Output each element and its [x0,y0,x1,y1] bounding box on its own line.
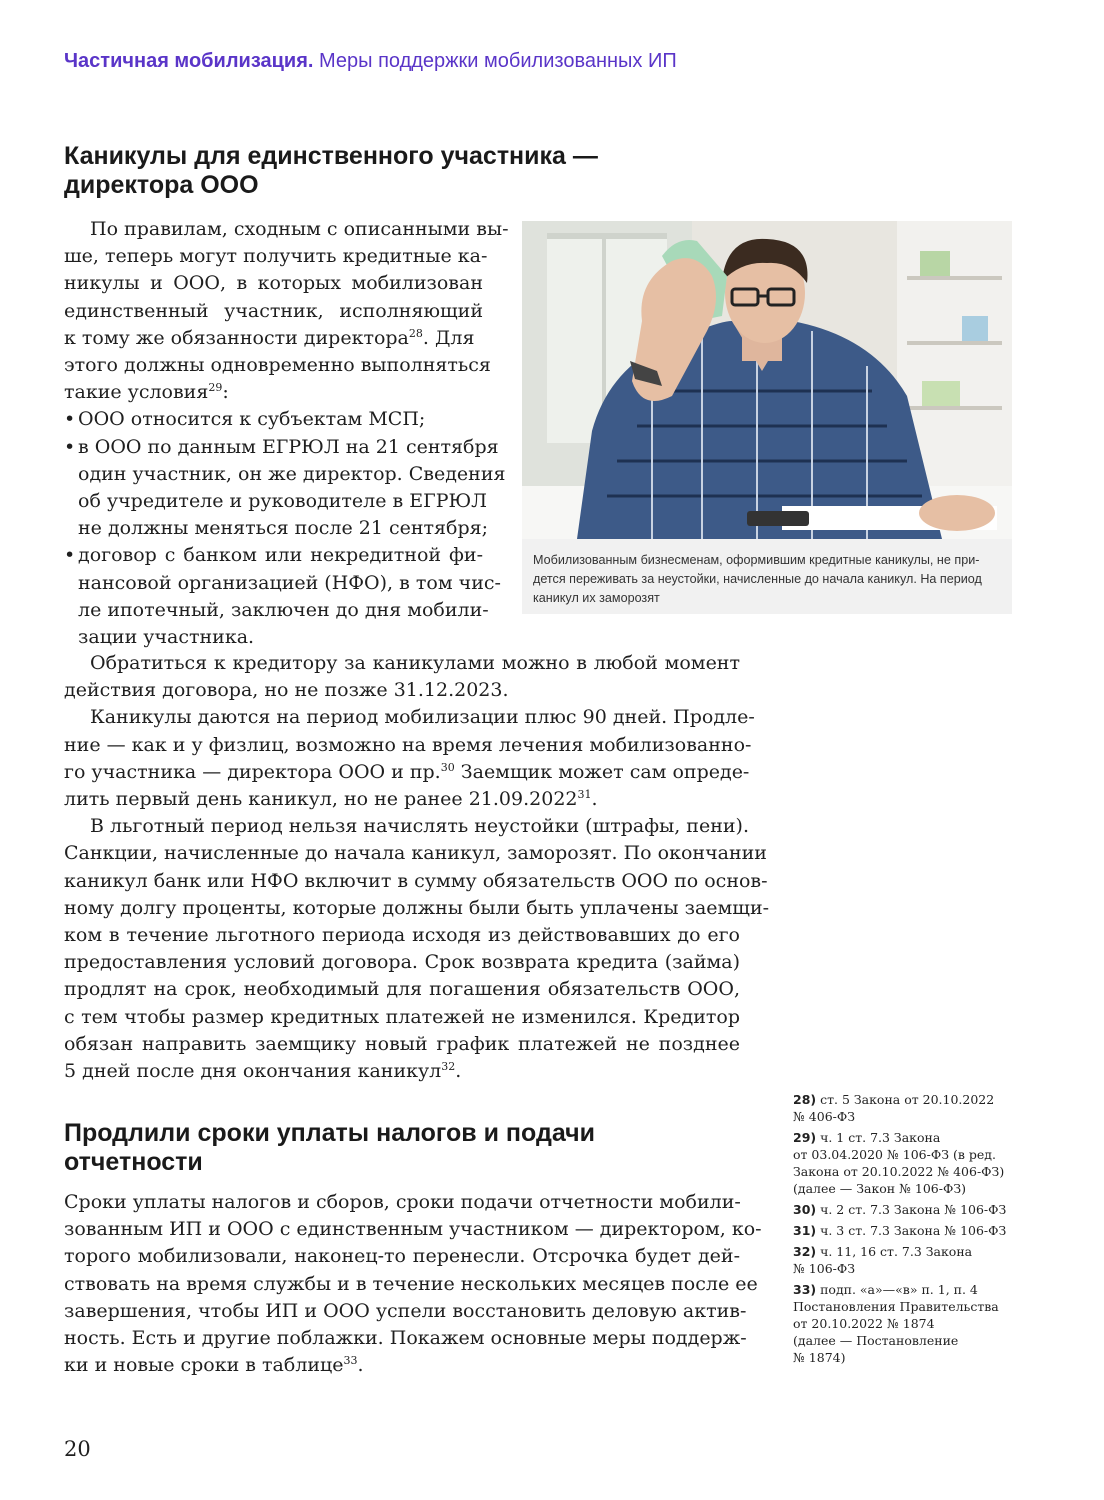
text-run: Заемщик может сам опреде- [454,760,750,783]
tax-text-column [64,1189,762,1379]
footnote-line: № 106-ФЗ [793,1261,856,1276]
footnote-text: ч. 2 ст. 7.3 Закона № 106-ФЗ [816,1202,1007,1217]
footnote-32 [793,1243,1033,1277]
text-line: ние — как и у физлиц, возможно на время лечения мобилизованно- [64,733,752,756]
text-line: с тем чтобы размер кредитных платежей не изменился. Кредитор [64,1005,740,1028]
footnotes [793,1091,1033,1370]
bullet-item: • в ООО по данным ЕГРЮЛ на 21 сентября [64,434,483,461]
text-run: . [357,1354,364,1377]
text-line: этого должны одновременно выполняться [64,354,491,377]
caption-line: Мобилизованным бизнесменам, оформившим кредитные каникулы, не при- [533,553,980,567]
footnote-line: (далее — Закон № 106-ФЗ) [793,1181,967,1196]
footnote-ref[interactable]: 30 [440,760,455,774]
text-line: Санкции, начисленные до начала каникул, заморозят. По окончании [64,842,767,865]
text-run: го участника — директора ООО и пр. [64,760,441,783]
running-head [64,50,677,73]
text-line: ность. Есть и другие поблажки. Покажем основные меры поддерж- [64,1327,747,1350]
text-line [64,1352,740,1379]
photo-caption [533,551,1005,608]
text-line [64,786,740,813]
bullet-item-continuation: не должны меняться после 21 сентября; [78,517,489,540]
footnote-line: Постановления Правительства [793,1299,999,1314]
text-run: ки и новые сроки в таблице [64,1354,344,1377]
footnote-text: ч. 11, 16 ст. 7.3 Закона [816,1244,973,1259]
main-text-column [64,650,770,1085]
footnote-28 [793,1091,1033,1125]
footnote-ref[interactable]: 32 [441,1060,456,1074]
photo-figure [522,221,1012,614]
caption-line: дется переживать за неустойки, начисленные до начала каникул. На период [533,572,982,586]
intro-paragraph-column [64,216,509,651]
bullet-item-continuation: зации участника. [78,626,255,649]
footnote-ref[interactable]: 31 [577,788,592,802]
footnote-text: ч. 1 ст. 7.3 Закона [816,1130,941,1145]
running-head-title: Меры поддержки мобилизованных ИП [319,50,677,72]
footnote-line: от 03.04.2020 № 106-ФЗ (в ред. [793,1147,996,1162]
text-run: . Для [422,326,475,349]
bullet-item-continuation: ле ипотечный, заключен до дня мобили- [78,598,489,621]
text-line: По правилам, сходным с описанными вы- [90,218,509,240]
text-run: . [591,788,598,811]
footnote-33 [793,1281,1033,1366]
running-head-section: Частичная мобилизация. [64,50,314,72]
footnote-31 [793,1222,1033,1239]
footnote-29 [793,1129,1033,1197]
footnote-line [793,1222,1033,1239]
footnote-line [793,1091,1033,1108]
text-line: никулы и ООО, в которых мобилизован [64,272,483,295]
footnote-ref[interactable]: 28 [408,326,423,340]
text-line: ше, теперь могут получить кредитные ка- [64,245,488,268]
text-line: каникул банк или НФО включит в сумму обязательств ООО по основ- [64,869,768,892]
footnote-line [793,1281,1033,1298]
text-run: : [222,381,229,404]
footnote-number: 32) [793,1244,817,1259]
bullet-item-continuation: один участник, он же директор. Сведения [78,462,506,485]
text-line: обязан направить заемщику новый график платежей не позднее [64,1032,740,1055]
heading-line: Продлили сроки уплаты налогов и подачи [64,1119,595,1147]
footnote-ref[interactable]: 29 [208,381,223,395]
footnote-text: ч. 3 ст. 7.3 Закона № 106-ФЗ [816,1223,1007,1238]
bullet-item: • договор с банком или некредитной фи- [64,542,483,569]
text-run: такие условия [64,381,209,404]
footnote-line: (далее — Постановление [793,1333,959,1348]
footnote-number: 33) [793,1282,817,1297]
text-run: 5 дней после дня окончания каникул [64,1060,442,1083]
text-line [64,1058,740,1085]
text-line: действия договора, но не позже 31.12.2023. [64,679,509,702]
text-line: продлят на срок, необходимый для погашения обязательств ООО, [64,978,740,1001]
text-line: предоставления условий договора. Срок возврата кредита (займа) [64,951,740,974]
caption-line: каникул их заморозят [533,591,660,605]
footnote-text: ст. 5 Закона от 20.10.2022 [816,1092,995,1107]
footnote-line: № 1874) [793,1350,846,1365]
text-line: Каникулы даются на период мобилизации плюс 90 дней. Продле- [90,706,755,729]
bullet-item: • ООО относится к субъектам МСП; [64,406,483,433]
text-run: . [455,1060,462,1083]
footnote-ref[interactable]: 33 [343,1354,358,1368]
text-line [64,379,483,406]
text-line: торого мобилизовали, наконец-то перенесли. Отсрочка будет дей- [64,1245,740,1268]
bullet-item-continuation: об учредителе и руководителе в ЕГРЮЛ [78,490,488,513]
footnote-number: 30) [793,1202,817,1217]
text-line: единственный участник, исполняющий [64,299,483,322]
text-line [64,759,750,786]
text-line: Сроки уплаты налогов и сборов, сроки подачи отчетности мобили- [64,1191,741,1213]
text-line: Обратиться к кредитору за каникулами можно в любой момент [90,652,740,674]
text-line: ному долгу проценты, которые должны были быть уплачены заемщи- [64,896,770,919]
heading-line: Каникулы для единственного участника — [64,142,598,170]
footnote-number: 28) [793,1092,817,1107]
footnote-line: № 406-ФЗ [793,1109,856,1124]
page-number: 20 [64,1437,91,1461]
footnote-line [793,1201,1033,1218]
section-heading-holidays [64,142,598,200]
text-run: к тому же обязанности директора [64,326,409,349]
footnote-line: от 20.10.2022 № 1874 [793,1316,935,1331]
heading-line: отчетности [64,1148,203,1176]
text-run: лить первый день каникул, но не ранее 21.09.2022 [64,788,578,811]
footnote-text: подп. «а»—«в» п. 1, п. 4 [816,1282,978,1297]
text-line: зованным ИП и ООО с единственным участником — директором, ко- [64,1218,762,1241]
section-heading-taxes [64,1119,595,1177]
text-line: ком в течение льготного периода исходя из действовавших до его [64,924,740,947]
footnote-number: 31) [793,1223,817,1238]
text-line: ствовать на время службы и в течение нескольких месяцев после ее [64,1272,758,1295]
text-line: завершения, чтобы ИП и ООО успели восстановить деловую актив- [64,1299,747,1322]
footnote-number: 29) [793,1130,817,1145]
footnote-line [793,1129,1033,1146]
text-line [64,325,483,352]
text-line: В льготный период нельзя начислять неустойки (штрафы, пени). [90,815,749,838]
photo-worried-businessman [522,221,1012,539]
bullet-item-continuation: нансовой организацией (НФО), в том чис- [78,571,501,594]
footnote-30 [793,1201,1033,1218]
footnote-line: Закона от 20.10.2022 № 406-ФЗ) [793,1164,1005,1179]
footnote-line [793,1243,1033,1260]
heading-line: директора ООО [64,171,259,199]
